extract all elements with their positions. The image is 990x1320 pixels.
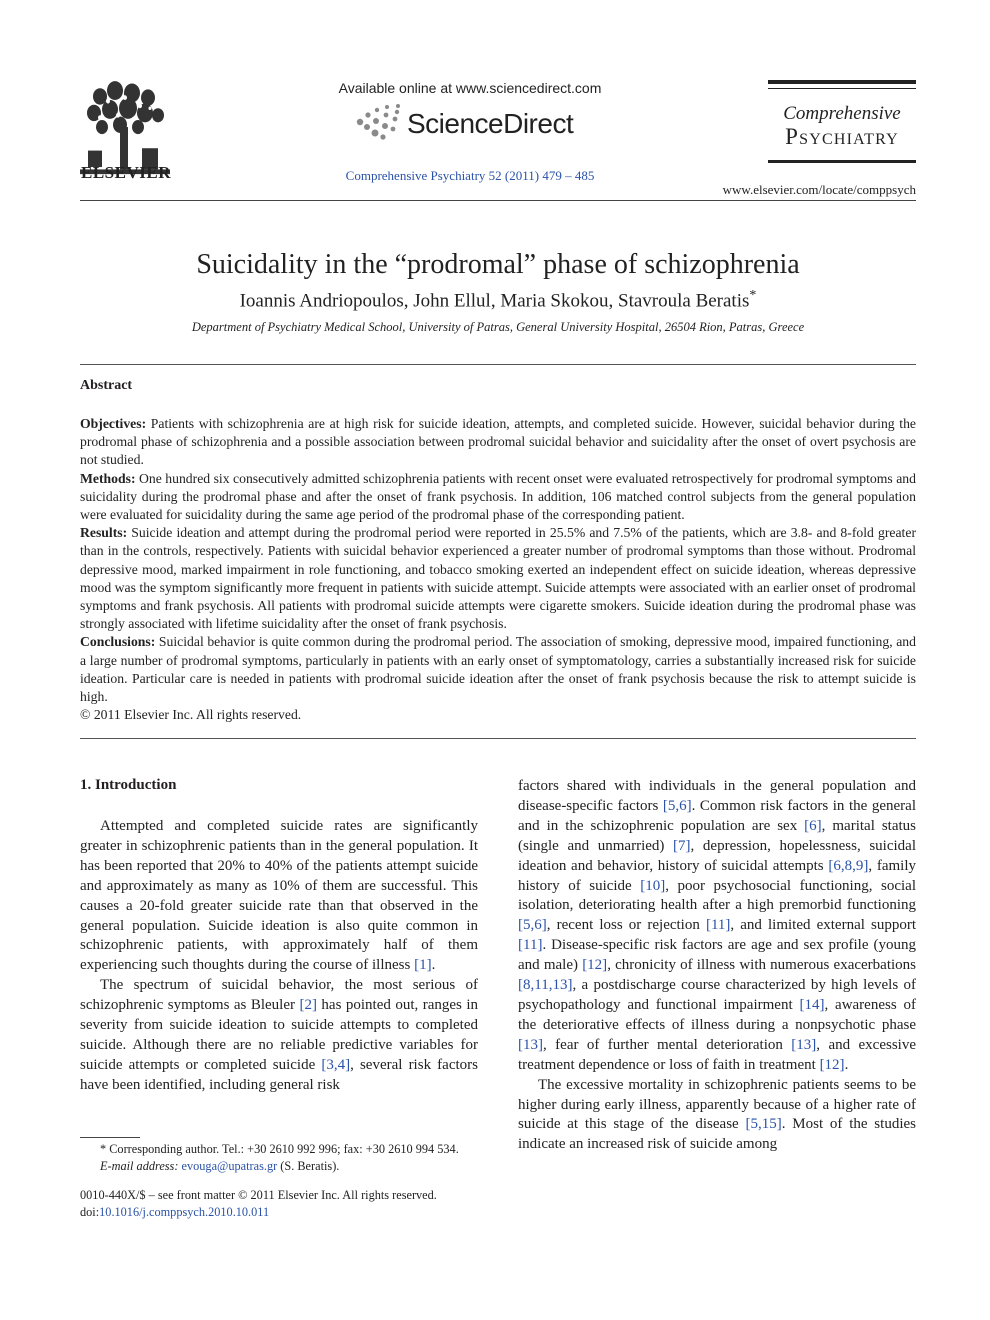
paragraph (80, 817, 478, 976)
citation-link[interactable]: [5,6] (518, 917, 547, 934)
journal-citation-link[interactable]: Comprehensive Psychiatry 52 (2011) 479 – 485 (345, 168, 595, 183)
footnote-line (80, 1141, 480, 1158)
citation-link[interactable]: [12] (819, 1056, 845, 1073)
text-run: . (431, 957, 436, 974)
email-link[interactable]: evouga@upatras.gr (181, 1159, 278, 1173)
journal-name-top: Comprehensive (783, 103, 901, 124)
available-online-text: Available online at www.sciencedirect.com (338, 80, 602, 96)
citation-link[interactable]: [11] (518, 937, 543, 954)
abstract-label: Conclusions: (80, 634, 156, 650)
email-suffix: (S. Beratis). (277, 1159, 340, 1173)
text-run: , and excessive treatment dependence or loss of faith in treatment (518, 1036, 917, 1073)
text-run: , awareness of the deteriorative effects of illness during a nonpsychotic phase (518, 996, 916, 1033)
text-run: The excessive mortality in schizophrenic patients seems to be higher during early illness, apparently because of a higher rate of suicide at this stage of the disease (518, 1076, 916, 1133)
issn-line: 0010-440X/$ – see front matter © 2011 Elsevier Inc. All rights reserved. (80, 1188, 437, 1202)
text-run: . Disease-specific risk factors are age and sex profile (young and male) (518, 937, 916, 974)
citation-link[interactable]: [13] (518, 1036, 543, 1053)
right-column (518, 777, 916, 1155)
article-title: Suicidality in the “prodromal” phase of schizophrenia (196, 249, 800, 280)
sciencedirect-wordmark[interactable]: ScienceDirect (407, 108, 574, 139)
paragraph (518, 1076, 916, 1156)
author-names: Ioannis Andriopoulos, John Ellul, Maria Skokou, Stavroula Beratis (239, 290, 750, 312)
abstract-heading: Abstract (80, 378, 133, 393)
text-run: . (844, 1056, 849, 1073)
citation-link[interactable]: [10] (640, 877, 666, 894)
paragraph (518, 777, 916, 1076)
abstract-text: Patients with schizophrenia are at high risk for suicide ideation, attempts, and completed suicide. However, suicidal behavior during the prodromal phase of schizophrenia and a possible association between prodromal suicidal behavior and suicidality after the onset of overt psychosis are not studied. (80, 416, 916, 468)
text-run: Attempted and completed suicide rates are significantly greater in schizophrenic patients than in the general population. It has been reported that 20% to 40% of the patients attempt suicide and approximately as many as 10% of them are successful. This causes a 20-fold greater suicide rate than that observed in the general population. Suicide ideation is also quite common in schizophrenic patients, with approximately half of them experiencing such thoughts during the course of illness (80, 818, 478, 974)
text-run: , poor psychosocial functioning, social isolation, deteriorating health after a high premorbid functioning (518, 877, 916, 914)
journal-logo-rule-top (768, 80, 916, 84)
citation-link[interactable]: [7] (673, 837, 691, 854)
copyright-notice: © 2011 Elsevier Inc. All rights reserved. (80, 707, 302, 723)
text-run: factors shared with individuals in the general population and disease-specific factors (518, 778, 916, 814)
front-matter (80, 1187, 480, 1221)
text-run: , chronicity of illness with numerous exacerbations (607, 957, 916, 974)
abstract-text: Suicidal behavior is quite common during the prodromal period. The association of smoking, depressive mood, impaired functioning, and a large number of prodromal symptoms, particularly in patients with an early onset of symptomatology, carries a substantially increased risk for suicide ideation. Particular care is needed in patients with prodromal suicide ideation after the onset of frank psychosis because the risk to attempt suicide is high. (80, 634, 916, 705)
footnote-line (80, 1158, 480, 1175)
text-run: . Common risk factors in the general and in the schizophrenic population are sex (518, 797, 916, 834)
footnote-mark: * (100, 1142, 107, 1156)
text-run: The spectrum of suicidal behavior, the most serious of schizophrenic symptoms as Bleuler (80, 977, 478, 1014)
paragraph (80, 976, 478, 1095)
text-run: , depression, hopelessness, suicidal ideation and behavior, history of suicidal attempts (518, 837, 916, 874)
journal-logo-rule-thin (768, 88, 916, 89)
citation-link[interactable]: [2] (299, 997, 317, 1014)
citation-link[interactable]: [11] (705, 917, 731, 934)
author-list (80, 288, 916, 312)
citation-link[interactable]: [14] (799, 996, 825, 1013)
affiliation: Department of Psychiatry Medical School, University of Patras, General University Hospital, 26504 Rion, Patras, Greece (191, 320, 805, 334)
text-run: . Most of the studies indicate an increased risk of suicide among (518, 1116, 916, 1153)
text-run: , fear of further mental deterioration (543, 1036, 792, 1053)
citation-link[interactable]: [3,4] (321, 1056, 351, 1073)
doi-link[interactable]: 10.1016/j.comppsych.2010.10.011 (99, 1205, 270, 1219)
section-heading-introduction: 1. Introduction (80, 777, 177, 793)
abstract-top-divider (80, 364, 916, 365)
text-run: , and limited external support (730, 917, 916, 934)
text-run: has pointed out, ranges in severity from suicide ideation to suicide attempts to completed suicide. Although there are no reliable predictive variables for suicide attempts or completed suicide (80, 997, 478, 1073)
abstract-label: Methods: (80, 470, 136, 486)
abstract-objectives (80, 415, 916, 470)
abstract-results (80, 524, 916, 633)
left-column (80, 817, 478, 1096)
text-run: , recent loss or rejection (546, 917, 706, 934)
citation-link[interactable]: [13] (791, 1036, 817, 1053)
citation-link[interactable]: [5,6] (662, 797, 692, 814)
text-run: , a postdischarge course characterized by high levels of psychopathology and functional impairment (518, 977, 916, 1013)
abstract-text: One hundred six consecutively admitted schizophrenia patients with recent onset were evaluated retrospectively for prodromal symptoms and suicidality during the prodromal phase and after the onset of frank psychosis. In addition, 106 matched control subjects from the general population were evaluated for suicidality during the same age period of the prodromal phase of the corresponding patient. (80, 470, 916, 523)
abstract-label: Results: (80, 525, 128, 541)
abstract-bottom-divider (80, 738, 916, 739)
citation-link[interactable]: [6,8,9] (828, 857, 869, 874)
journal-logo-rule-bottom (768, 160, 916, 163)
citation-link[interactable]: [6] (804, 817, 822, 834)
citation-link[interactable]: [5,15] (745, 1116, 782, 1133)
citation-link[interactable]: [1] (414, 957, 432, 974)
doi-prefix: doi: (80, 1205, 100, 1219)
abstract-conclusions (80, 633, 916, 706)
abstract-text: Suicide ideation and attempt during the prodromal period were reported in 25.5% and 7.5% of the patients, which are 3.8- and 8-fold greater than in the controls, respectively. Patients with suicidal behavior experienced a greater number of prodromal symptoms than those without. Prodromal depressive mood, marked impairment in role functioning, and tobacco smoking exerted an independent effect on suicide ideation, whereas depressive mood was the symptom significantly more frequent in patients with suicide attempt. Suicide attempts were associated with an earlier onset of prodromal symptoms and frank psychosis. All patients with prodromal suicide attempts were cigarette smokers. Suicide ideation during the prodromal phase was strongly associated with lifetime suicidality after the onset of frank psychosis. (80, 525, 916, 632)
corresponding-author-mark[interactable]: * (749, 288, 757, 303)
citation-link[interactable]: [12] (582, 957, 608, 974)
elsevier-wordmark: ELSEVIER (81, 163, 171, 182)
journal-name-bottom: Psychiatry (785, 124, 899, 149)
text-run: , family history of suicide (518, 857, 916, 894)
abstract-label: Objectives: (80, 416, 147, 431)
footnote-contact: Corresponding author. Tel.: +30 2610 992 996; fax: +30 2610 994 534. (106, 1142, 459, 1156)
abstract-methods (80, 470, 916, 525)
journal-homepage-url[interactable]: www.elsevier.com/locate/comppsych (722, 182, 916, 197)
abstract-body (80, 415, 916, 724)
doi-line (80, 1204, 480, 1221)
footnote-divider (80, 1137, 140, 1138)
text-run: , several risk factors have been identified, including general risk (80, 1056, 478, 1093)
text-run: , marital status (single and unmarried) (518, 817, 916, 854)
header-divider (80, 200, 916, 201)
email-label: E-mail address: (100, 1159, 179, 1173)
citation-link[interactable]: [8,11,13] (518, 977, 573, 994)
footnote-corresponding-author (80, 1141, 480, 1175)
